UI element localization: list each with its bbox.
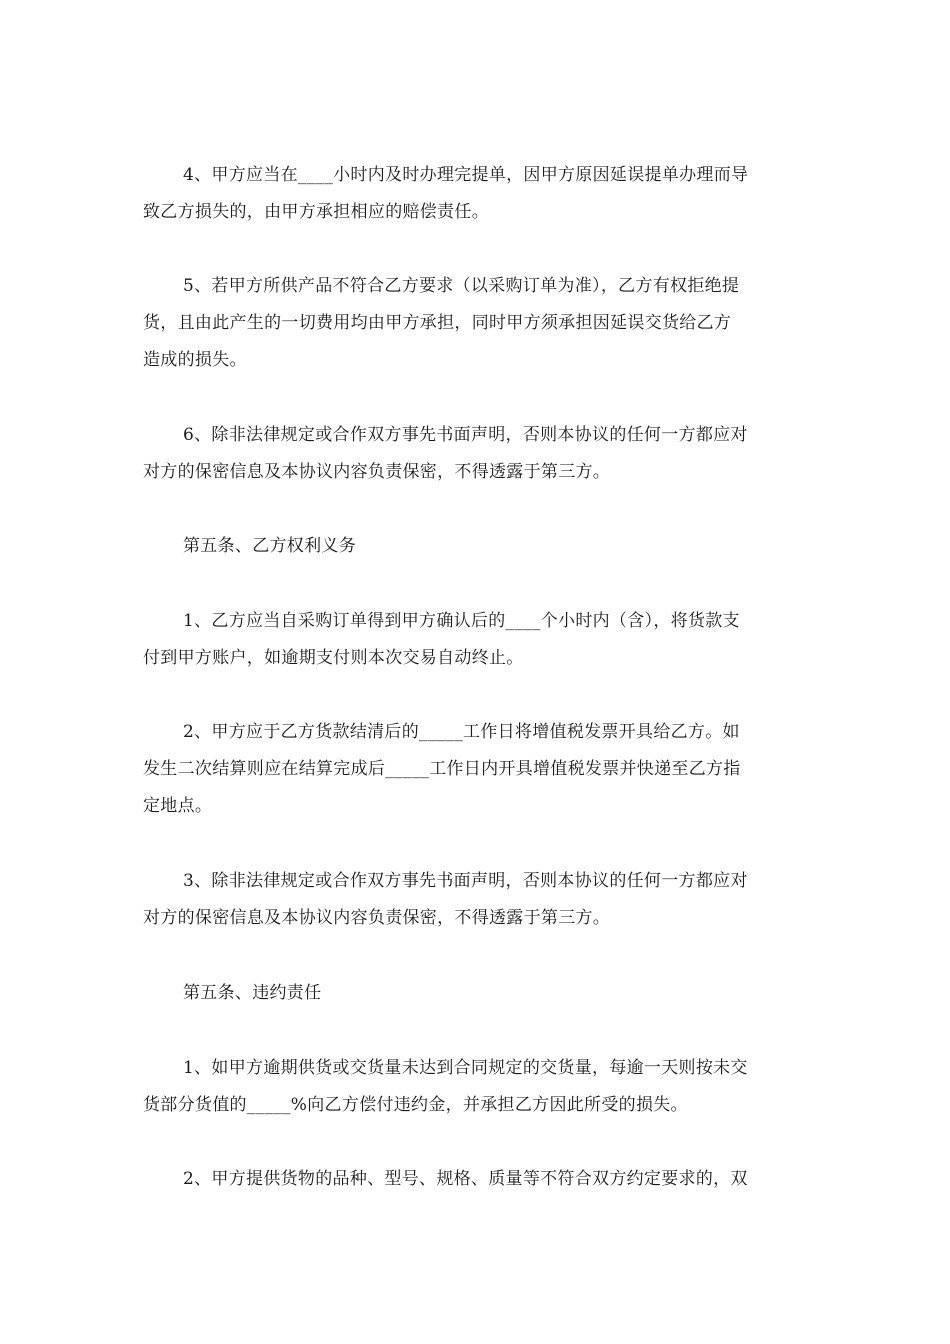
clause-5-paragraph [143, 268, 807, 379]
text-line: 货，且由此产生的一切费用均由甲方承担，同时甲方须承担因延误交货给乙方 [143, 313, 732, 333]
text-line: 3、除非法律规定或合作双方事先书面声明，否则本协议的任何一方都应对 [183, 871, 748, 891]
breach-clause-2-paragraph [143, 1161, 807, 1198]
clause-4-paragraph [143, 157, 807, 231]
text-line: 定地点。 [143, 796, 213, 816]
text-line: 造成的损失。 [143, 350, 247, 370]
section-heading: 第五条、违约责任 [183, 983, 322, 1003]
text-line: 致乙方损失的，由甲方承担相应的赔偿责任。 [143, 202, 489, 222]
text-line: 付到甲方账户，如逾期支付则本次交易自动终止。 [143, 648, 524, 668]
text-line: 6、除非法律规定或合作双方事先书面声明，否则本协议的任何一方都应对 [183, 425, 748, 445]
text-line: 1、如甲方逾期供货或交货量未达到合同规定的交货量，每逾一天则按未交 [183, 1058, 748, 1078]
section-heading: 第五条、乙方权利义务 [183, 536, 356, 556]
text-line: 4、甲方应当在____小时内及时办理完提单，因甲方原因延误提单办理而导 [183, 165, 749, 185]
text-line: 货部分货值的_____%向乙方偿付违约金，并承担乙方因此所受的损失。 [143, 1095, 688, 1115]
breach-clause-1-paragraph [143, 1050, 807, 1124]
text-line: 对方的保密信息及本协议内容负责保密，不得透露于第三方。 [143, 908, 611, 928]
text-line: 5、若甲方所供产品不符合乙方要求（以采购订单为准），乙方有权拒绝提 [183, 276, 740, 296]
party-b-clause-1-paragraph [143, 603, 807, 677]
text-line: 2、甲方应于乙方货款结清后的_____工作日将增值税发票开具给乙方。如 [183, 722, 740, 742]
party-b-clause-2-paragraph [143, 714, 807, 825]
party-b-clause-3-paragraph [143, 863, 807, 937]
text-line: 发生二次结算则应在结算完成后_____工作日内开具增值税发票并快递至乙方指 [143, 759, 741, 779]
section-heading-breach-liability [143, 975, 807, 1012]
section-heading-party-b-rights [143, 528, 807, 565]
text-line: 2、甲方提供货物的品种、型号、规格、质量等不符合双方约定要求的，双 [183, 1169, 748, 1189]
text-line: 对方的保密信息及本协议内容负责保密，不得透露于第三方。 [143, 462, 611, 482]
text-line: 1、乙方应当自采购订单得到甲方确认后的____个小时内（含），将货款支 [183, 611, 740, 631]
clause-6-paragraph [143, 417, 807, 491]
